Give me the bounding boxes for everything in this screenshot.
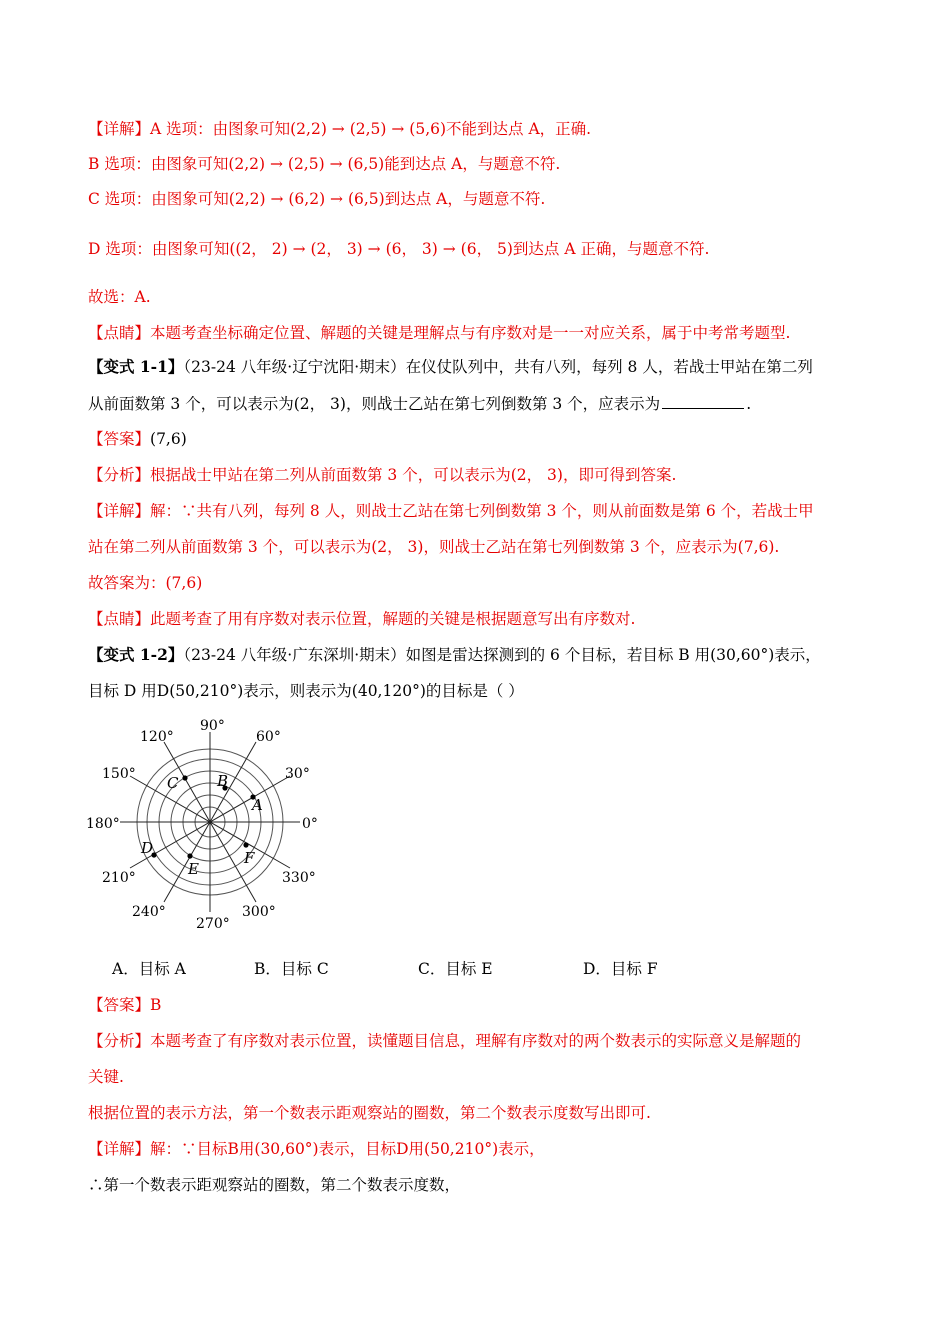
target-d-label: D [141, 839, 154, 857]
comment-1-1: 【点睛】此题考查了用有序数对表示位置，解题的关键是根据题意写出有序数对. [88, 610, 636, 628]
variant-1-1-text: （23-24 八年级·辽宁沈阳·期末）在仪仗队列中，共有八列，每列 8 人，若战士甲站在第二列 [183, 358, 813, 376]
detail-1-2-line2: ∴第一个数表示距观察站的圈数，第二个数表示度数， [88, 1176, 461, 1194]
variant-1-1-end: . [746, 395, 752, 413]
angle-label: 90° [200, 718, 225, 734]
option-d: D．目标 F [583, 960, 658, 978]
angle-label: 30° [285, 766, 310, 782]
analysis-1-2-line3: 根据位置的表示方法，第一个数表示距观察站的圈数，第二个数表示度数写出即可. [88, 1104, 651, 1122]
target-c-label: C [167, 774, 179, 792]
radar-figure [80, 712, 340, 942]
variant-1-2-line1 [88, 644, 821, 666]
variant-1-1-tag: 【变式 1-1】 [88, 357, 184, 376]
answer-1-2: 【答案】B [88, 996, 162, 1014]
conclusion: 故选：A. [88, 288, 151, 306]
solution-a: 【详解】A 选项：由图象可知(2,2) → (2,5) → (5,6)不能到达点 A，正确. [88, 120, 592, 138]
angle-label: 120° [140, 729, 174, 745]
target-a-label: A [252, 796, 263, 814]
detail-1-1-line2: 站在第二列从前面数第 3 个，可以表示为(2， 3)，则战士乙站在第七列倒数第 3 个，应表示为(7,6). [88, 538, 780, 556]
solution-c: C 选项：由图象可知(2,2) → (6,2) → (6,5)到达点 A，与题意不符. [88, 190, 546, 208]
angle-label: 180° [86, 816, 120, 832]
target-c-dot [182, 775, 187, 780]
analysis-1-2-line1: 【分析】本题考查了有序数对表示位置，读懂题目信息，理解有序数对的两个数表示的实际意义是解题的 [88, 1032, 802, 1050]
target-b-label: B [217, 772, 229, 790]
detail-1-1-line1: 【详解】解：∵共有八列，每列 8 人，则战士乙站在第七列倒数第 3 个，则从前面数是第 6 个，若战士甲 [88, 502, 814, 520]
variant-1-1-line2 [88, 392, 751, 415]
answer-blank [662, 392, 744, 409]
answer-value: (7,6) [150, 430, 187, 448]
analysis-1-1: 【分析】根据战士甲站在第二列从前面数第 3 个，可以表示为(2， 3)，即可得到答案. [88, 466, 677, 484]
variant-1-2-text: （23-24 八年级·广东深圳·期末）如图是雷达探测到的 6 个目标，若目标 B 用(30,60°)表示， [183, 646, 821, 664]
target-e-label: E [188, 860, 199, 878]
comment-1: 【点睛】本题考查坐标确定位置、解题的关键是理解点与有序数对是一一对应关系，属于中考常考题型. [88, 324, 791, 342]
option-c: C．目标 E [418, 960, 493, 978]
variant-1-2-tag: 【变式 1-2】 [88, 645, 184, 664]
angle-label: 300° [242, 904, 276, 920]
angle-label: 210° [102, 870, 136, 886]
angle-label: 270° [196, 916, 230, 932]
angle-label: 150° [102, 766, 136, 782]
variant-1-1-line1 [88, 356, 813, 378]
solution-d: D 选项：由图象可知((2， 2) → (2， 3) → (6， 3) → (6， 5)到达点 A 正确，与题意不符. [88, 240, 710, 258]
option-b: B．目标 C [254, 960, 329, 978]
target-f-dot [243, 842, 248, 847]
angle-label: 330° [282, 870, 316, 886]
final-answer-1-1: 故答案为：(7,6) [88, 574, 203, 592]
angle-label: 240° [132, 904, 166, 920]
target-e-dot [187, 853, 192, 858]
detail-1-2-text: 【详解】解：∵目标B用(30,60°)表示，目标D用(50,210°)表示， [88, 1140, 545, 1158]
radar-rays [120, 732, 300, 912]
angle-label: 0° [302, 816, 318, 832]
analysis-1-2-line2: 关键. [88, 1068, 124, 1086]
variant-1-2-line2: 目标 D 用D(50,210°)表示，则表示为(40,120°)的目标是（ ） [88, 682, 524, 700]
solution-b: B 选项：由图象可知(2,2) → (2,5) → (6,5)能到达点 A，与题意不符. [88, 155, 561, 173]
angle-label: 60° [256, 729, 281, 745]
option-a: A．目标 A [112, 960, 186, 978]
answer-1-1 [88, 428, 187, 450]
detail-1-2-line1 [88, 1138, 545, 1160]
target-f-label: F [244, 849, 255, 867]
answer-tag: 【答案】 [88, 430, 151, 448]
variant-1-1-text2: 从前面数第 3 个，可以表示为(2， 3)，则战士乙站在第七列倒数第 3 个，应表示为 [88, 395, 661, 413]
